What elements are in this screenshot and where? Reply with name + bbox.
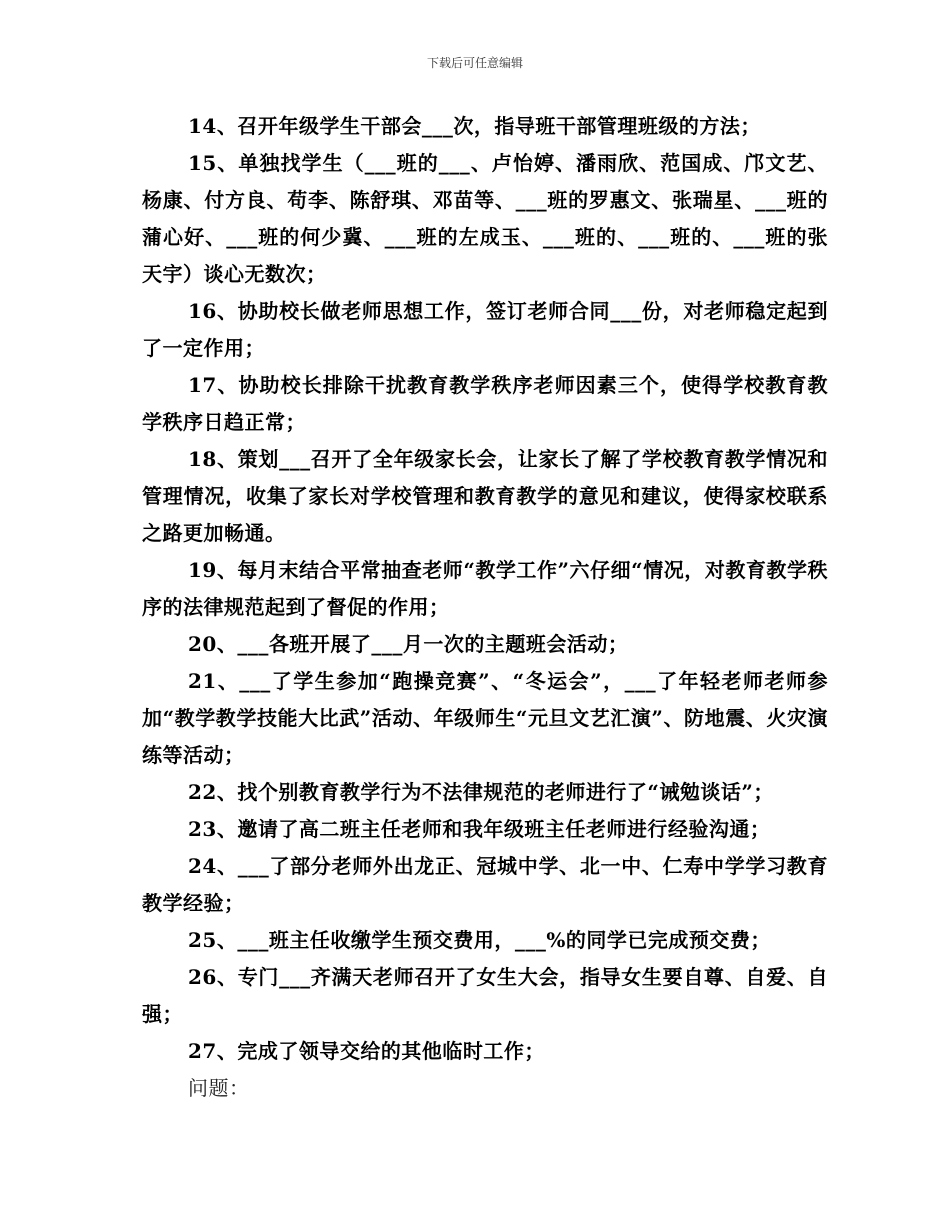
paragraph-14: 14、召开年级学生干部会___次，指导班干部管理班级的方法；	[188, 114, 761, 138]
paragraph-22: 22、找个别教育教学行为不法律规范的老师进行了“诫勉谈话”；	[188, 780, 774, 804]
paragraph-16: 16、协助校长做老师思想工作，签订老师合同___份，对老师稳定起到了一定作用；	[142, 299, 828, 360]
page-header-note: 下载后可任意编辑	[426, 56, 523, 70]
paragraph-25: 25、___班主任收缴学生预交费用，___%的同学已完成预交费；	[188, 928, 771, 952]
paragraph-23: 23、邀请了高二班主任老师和我年级班主任老师进行经验沟通；	[188, 817, 771, 841]
paragraph-15: 15、单独找学生（___班的___、卢怡婷、潘雨欣、范国成、邝文艺、杨康、付方良、苟李、陈舒琪、邓苗等、___班的罗惠文、张瑞星、___班的蒲心好、___班的何少冀、___班的左成玉、___班的、___班的、___班的张天宇）谈心无数次；	[142, 151, 828, 286]
paragraph-27: 27、完成了领导交给的其他临时工作；	[188, 1039, 545, 1063]
problem-heading: 问题：	[188, 1076, 250, 1100]
paragraph-24: 24、___了部分老师外出龙正、冠城中学、北一中、仁寿中学学习教育教学经验；	[142, 854, 828, 915]
paragraph-17: 17、协助校长排除干扰教育教学秩序老师因素三个，使得学校教育教学秩序日趋正常；	[142, 373, 828, 434]
paragraph-26: 26、专门___齐满天老师召开了女生大会，指导女生要自尊、自爱、自强；	[142, 965, 828, 1026]
paragraph-19: 19、每月末结合平常抽查老师“教学工作”六仔细“情况，对教育教学秩序的法律规范起到了督促的作用；	[142, 558, 828, 619]
paragraph-18: 18、策划___召开了全年级家长会，让家长了解了学校教育教学情况和管理情况，收集了家长对学校管理和教育教学的意见和建议，使得家校联系之路更加畅通。	[142, 447, 828, 545]
paragraph-21: 21、___了学生参加“跑操竞赛”、“冬运会”，___了年轻老师老师参加“教学教学技能大比武”活动、年级师生“元旦文艺汇演”、防地震、火灾演练等活动；	[142, 669, 828, 767]
document-body	[142, 108, 828, 1107]
paragraph-20: 20、___各班开展了___月一次的主题班会活动；	[188, 632, 629, 656]
